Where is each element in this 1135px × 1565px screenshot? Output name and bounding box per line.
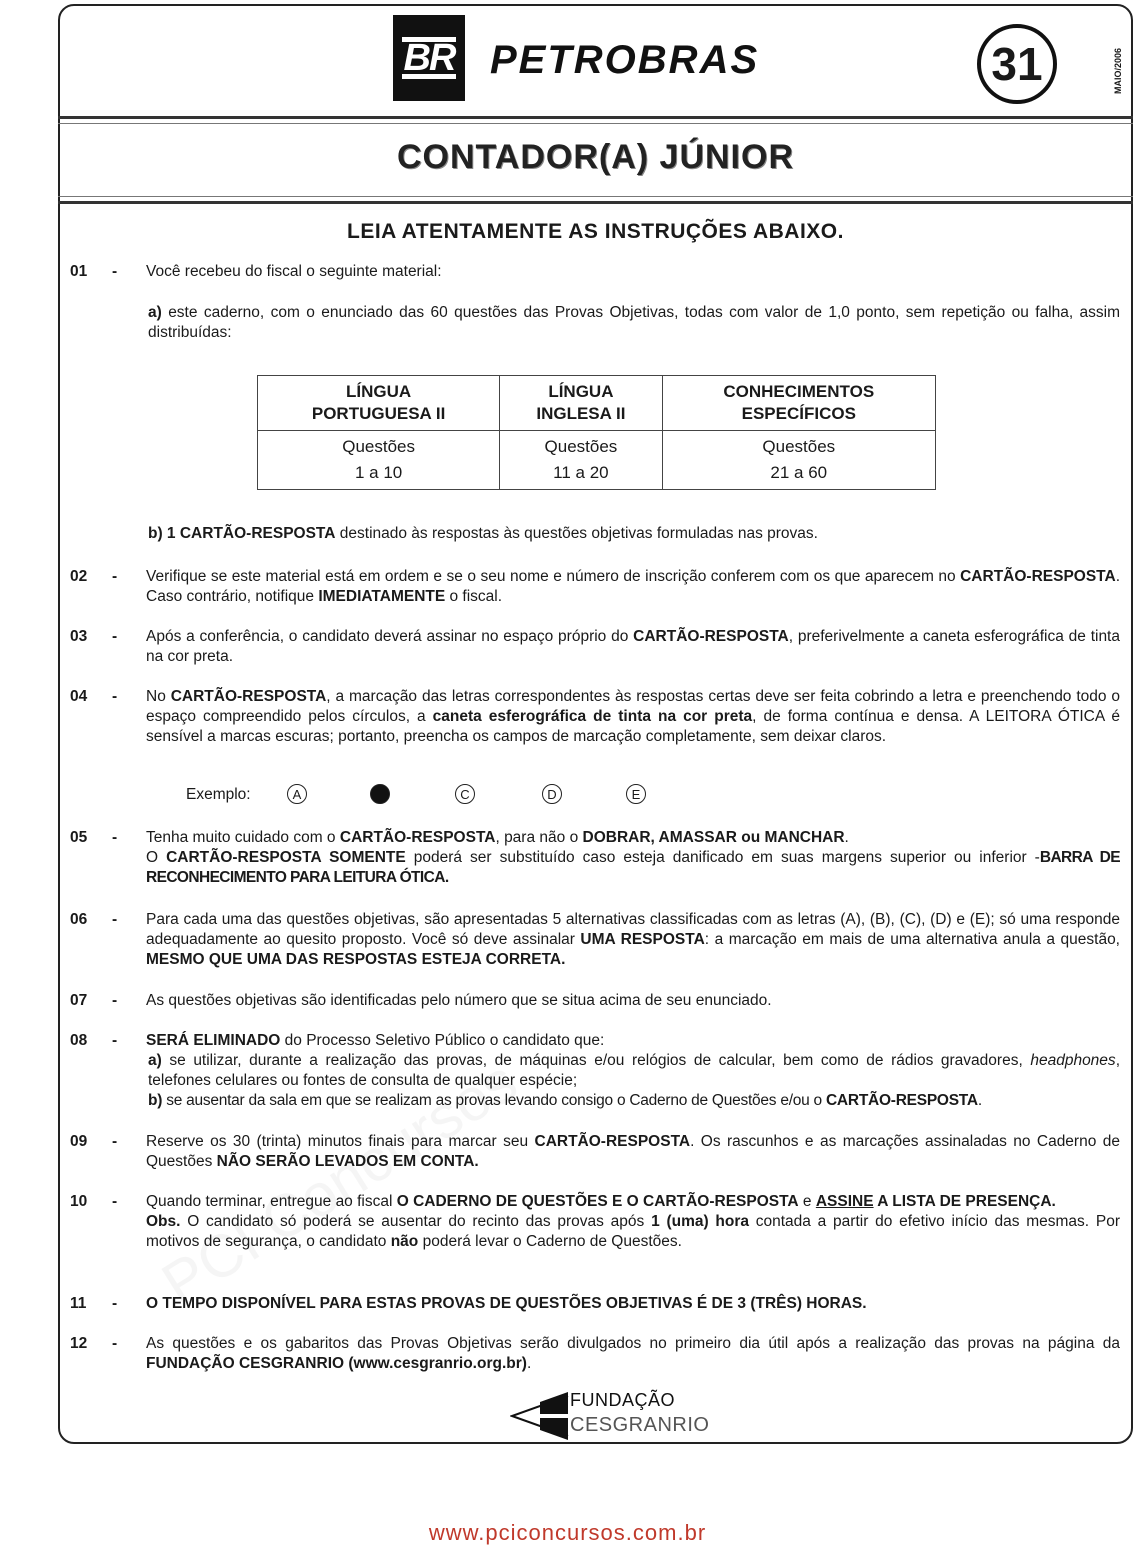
instruction-06: 06 - Para cada uma das questões objetivas, são apresentadas 5 alternativas classificadas com as letras (A), (B), (C), (D) e (E); só uma responde adequadamente ao quesito proposto. Você só deve assinalar UMA RESPOSTA: a marcação em mais de uma alternativa anula a questão, MESMO QUE UMA DAS RESPOSTAS ESTEJA CORRETA.: [70, 911, 1120, 968]
instruction-03: 03 - Após a conferência, o candidato deverá assinar no espaço próprio do CARTÃO-RESPOSTA, preferivelmente a caneta esferográfica de tinta na cor preta.: [70, 628, 1120, 665]
instruction-11: 11 - O TEMPO DISPONÍVEL PARA ESTAS PROVAS DE QUESTÕES OBJETIVAS É DE 3 (TRÊS) HORAS.: [70, 1295, 867, 1312]
example-bubble-a: A: [287, 784, 307, 804]
instruction-01a: a) este caderno, com o enunciado das 60 questões das Provas Objetivas, todas com valor de 1,0 ponto, sem repetição ou falha, assim distribuídas:: [148, 304, 1120, 341]
instruction-12: 12 - As questões e os gabaritos das Provas Objetivas serão divulgados no primeiro dia útil após a realização das provas na página da FUNDAÇÃO CESGRANRIO (www.cesgranrio.org.br).: [70, 1335, 1120, 1372]
instruction-01: 01 - Você recebeu do fiscal o seguinte material:: [70, 263, 442, 280]
example-bubble-e: E: [626, 784, 646, 804]
divider: [58, 116, 1133, 119]
instruction-08b: b) se ausentar da sala em que se realizam as provas levando consigo o Caderno de Questões e/ou o CARTÃO-RESPOSTA.: [148, 1092, 982, 1109]
instruction-08a: a) se utilizar, durante a realização das provas, de máquinas e/ou relógios de calcular, bem como de rádios gravadores, headphones, telefones celulares ou fontes de consulta de qualquer espécie;: [148, 1052, 1120, 1089]
site-url-link[interactable]: www.pciconcursos.com.br: [428, 1520, 707, 1545]
instruction-10: 10 - Quando terminar, entregue ao fiscal O CADERNO DE QUESTÕES E O CARTÃO-RESPOSTA e ASSINE A LISTA DE PRESENÇA. Obs. O candidato só poderá se ausentar do recinto das provas após 1 (uma) hora contada a partir do efetivo início das mesmas. Por motivos de segurança, o candidato não poderá levar o Caderno de Questões.: [70, 1193, 1120, 1250]
divider: [58, 123, 1133, 124]
exam-date: MAIO/2006: [1113, 47, 1123, 94]
job-title: CONTADOR(A) JÚNIOR: [396, 138, 794, 176]
petrobras-logo: BR: [393, 15, 465, 101]
table-header-cell: LÍNGUA PORTUGUESA II: [258, 376, 500, 431]
instruction-01b: b) 1 CARTÃO-RESPOSTA destinado às respostas às questões objetivas formuladas nas provas.: [148, 525, 818, 542]
table-header-cell: CONHECIMENTOS ESPECÍFICOS: [662, 376, 935, 431]
instruction-07: 07 - As questões objetivas são identificadas pelo número que se situa acima de seu enunciado.: [70, 992, 772, 1009]
table-header-cell: LÍNGUA INGLESA II: [500, 376, 662, 431]
exam-number-badge: 31: [977, 24, 1057, 104]
example-label: Exemplo:: [186, 786, 251, 803]
instructions-title: LEIA ATENTAMENTE AS INSTRUÇÕES ABAIXO.: [347, 220, 844, 243]
instruction-04: 04 - No CARTÃO-RESPOSTA, a marcação das letras correspondentes às respostas certas deve ser feita cobrindo a letra e preenchendo todo o espaço compreendido pelos círculos, a caneta esferográfica de tinta na cor preta, de forma contínua e densa. A LEITORA ÓTICA é sensível a marcas escuras; portanto, preencha os campos de marcação completamente, sem deixar claros.: [70, 688, 1120, 745]
question-distribution-table: [257, 375, 936, 490]
table-cell: Questões 11 a 20: [500, 431, 662, 490]
cesgranrio-text: CESGRANRIO: [570, 1414, 710, 1436]
divider: [58, 196, 1133, 197]
brand-name: PETROBRAS: [490, 38, 760, 82]
divider: [58, 201, 1133, 204]
table-cell: Questões 21 a 60: [662, 431, 935, 490]
instruction-09: 09 - Reserve os 30 (trinta) minutos finais para marcar seu CARTÃO-RESPOSTA. Os rascunhos e as marcações assinaladas no Caderno de Questões NÃO SERÃO LEVADOS EM CONTA.: [70, 1133, 1120, 1170]
table-cell: Questões 1 a 10: [258, 431, 500, 490]
item-number: 01: [70, 263, 88, 280]
instruction-05: 05 - Tenha muito cuidado com o CARTÃO-RESPOSTA, para não o DOBRAR, AMASSAR ou MANCHAR. O CARTÃO-RESPOSTA SOMENTE poderá ser substituído caso esteja danificado em suas margens superior ou inferior -BARRA DE RECONHECIMENTO PARA LEITURA ÓTICA.: [70, 829, 1121, 886]
instruction-02: 02 - Verifique se este material está em ordem e se o seu nome e número de inscrição conferem com os que aparecem no CARTÃO-RESPOSTA. Caso contrário, notifique IMEDIATAMENTE o fiscal.: [70, 568, 1120, 605]
example-bubble-filled: [370, 784, 390, 804]
example-bubble-c: C: [455, 784, 475, 804]
fundacao-text: FUNDAÇÃO: [570, 1390, 676, 1410]
instruction-08: 08 - SERÁ ELIMINADO do Processo Seletivo Público o candidato que:: [70, 1032, 605, 1049]
example-bubble-d: D: [542, 784, 562, 804]
